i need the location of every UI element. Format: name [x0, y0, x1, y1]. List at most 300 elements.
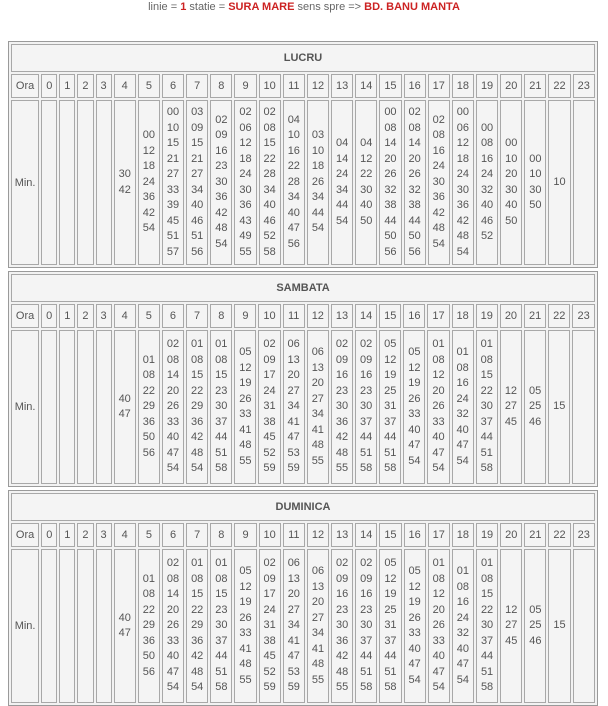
departure-minute: 50	[360, 214, 373, 227]
departure-minute: 02	[166, 338, 180, 351]
departure-minute: 28	[287, 175, 300, 188]
departure-minute: 01	[215, 557, 228, 570]
departure-minute: 37	[480, 415, 493, 428]
departure-minute: 33	[166, 183, 180, 196]
hour-row-label: Ora	[11, 304, 39, 328]
departure-minute: 47	[287, 431, 300, 444]
departure-minute: 00	[142, 129, 155, 142]
departure-minute: 55	[239, 673, 252, 686]
minutes-cell	[114, 330, 136, 484]
hour-cell: 6	[162, 74, 184, 98]
minutes-cell	[162, 330, 184, 484]
departure-minute: 47	[287, 650, 300, 663]
hour-cell: 10	[258, 304, 280, 328]
hour-cell: 1	[59, 304, 75, 328]
departure-minute: 27	[311, 392, 324, 405]
departure-minute: 47	[456, 658, 470, 670]
departure-minute: 55	[311, 673, 325, 686]
minutes-cell	[186, 100, 208, 265]
hour-cell: 14	[355, 74, 377, 98]
departure-minute: 50	[142, 650, 155, 663]
departure-minute: 36	[190, 415, 204, 428]
hour-cell: 11	[283, 74, 305, 98]
station-name: SURA MARE	[228, 1, 295, 13]
hour-row-label: Ora	[11, 523, 39, 547]
departure-minute: 00	[480, 121, 494, 134]
departure-minute: 22	[191, 603, 204, 616]
hour-cell: 7	[186, 523, 208, 547]
minutes-row-label: Min.	[11, 549, 39, 703]
departure-minute: 26	[384, 168, 397, 180]
hour-cell: 9	[234, 523, 256, 547]
departure-minute: 29	[142, 619, 155, 632]
departure-minute: 47	[118, 627, 131, 639]
departure-minute: 00	[505, 137, 518, 149]
minutes-cell	[307, 330, 329, 484]
departure-minute: 54	[408, 673, 421, 686]
departure-minute: 01	[432, 338, 445, 351]
hour-cell: 12	[307, 523, 329, 547]
departure-minute: 08	[408, 121, 421, 134]
departure-minute: 20	[384, 152, 397, 165]
departure-minute: 12	[239, 137, 252, 149]
minutes-cell	[77, 549, 93, 703]
departure-minute: 19	[239, 377, 252, 389]
departure-minute: 10	[166, 121, 180, 134]
departure-minute: 54	[311, 222, 325, 235]
departure-minute: 30	[335, 400, 349, 413]
minutes-cell	[258, 330, 280, 484]
departure-minute: 42	[191, 650, 204, 663]
departure-minute: 54	[432, 462, 445, 475]
departure-minute: 40	[118, 611, 131, 624]
hour-cell: 17	[428, 523, 450, 547]
minutes-cell	[41, 100, 57, 265]
minutes-cell	[96, 549, 112, 703]
minutes-cell	[476, 330, 498, 484]
header-direction-label: sens spre =>	[294, 1, 365, 13]
hour-cell: 22	[548, 523, 570, 547]
departure-minute: 20	[505, 168, 518, 180]
departure-minute: 32	[456, 408, 469, 420]
departure-minute: 04	[287, 113, 300, 126]
departure-minute: 37	[360, 634, 373, 647]
departure-minute: 44	[384, 214, 397, 227]
departure-minute: 41	[311, 642, 325, 655]
departure-minute: 08	[432, 129, 445, 142]
departure-minute: 09	[263, 353, 276, 366]
hour-cell: 21	[524, 523, 546, 547]
departure-minute: 36	[191, 634, 204, 647]
departure-minute: 54	[456, 454, 469, 467]
departure-minute: 54	[456, 673, 470, 686]
hour-cell: 15	[379, 304, 401, 328]
departure-minute: 16	[360, 588, 373, 601]
departure-minute: 08	[142, 588, 155, 601]
departure-minute: 16	[456, 596, 470, 608]
departure-minute: 30	[529, 183, 542, 196]
departure-minute: 02	[239, 106, 252, 118]
departure-minute: 32	[480, 183, 494, 196]
departure-minute: 10	[505, 152, 518, 165]
departure-minute: 37	[359, 415, 373, 428]
hour-cell: 13	[331, 74, 353, 98]
minutes-cell	[428, 549, 450, 703]
hour-cell: 10	[259, 523, 281, 547]
departure-minute: 44	[215, 431, 228, 444]
hour-cell: 13	[331, 523, 353, 547]
departure-minute: 51	[359, 446, 373, 459]
departure-minute: 02	[263, 106, 276, 118]
departure-minute: 40	[191, 199, 204, 211]
minutes-cell	[548, 100, 570, 265]
departure-minute: 59	[263, 462, 276, 475]
departure-minute: 58	[359, 462, 373, 475]
departure-minute: 25	[529, 619, 542, 632]
hour-cell: 3	[96, 74, 112, 98]
departure-minute: 02	[432, 113, 445, 126]
departure-minute: 48	[311, 439, 324, 451]
departure-minute: 17	[263, 588, 276, 601]
departure-minute: 08	[456, 361, 469, 374]
minutes-cell	[355, 330, 377, 484]
departure-minute: 25	[384, 603, 397, 616]
minutes-cell	[452, 549, 474, 703]
departure-minute: 15	[215, 588, 228, 601]
departure-minute: 18	[311, 160, 325, 173]
departure-minute: 19	[239, 596, 252, 608]
departure-minute: 26	[311, 175, 325, 188]
hour-cell: 5	[138, 74, 160, 98]
departure-minute: 44	[359, 431, 373, 444]
minutes-cell	[41, 549, 57, 703]
departure-minute: 12	[384, 572, 397, 585]
hour-cell: 2	[77, 304, 93, 328]
departure-minute: 58	[263, 245, 276, 258]
minutes-cell	[307, 549, 329, 703]
hour-cell: 17	[428, 74, 450, 98]
minutes-cell	[234, 549, 256, 703]
minutes-cell	[283, 330, 305, 484]
departure-minute: 46	[529, 634, 542, 647]
departure-minute: 23	[336, 603, 349, 616]
departure-minute: 51	[384, 665, 397, 678]
departure-minute: 45	[166, 214, 180, 227]
hour-cell: 19	[476, 74, 498, 98]
departure-minute: 16	[480, 152, 494, 165]
departure-minute: 19	[384, 369, 397, 382]
departure-minute: 54	[166, 462, 180, 475]
departure-minute: 15	[553, 400, 566, 413]
departure-minute: 54	[215, 237, 228, 250]
minutes-cell	[524, 330, 546, 484]
departure-minute: 01	[190, 338, 204, 351]
route-header	[0, 0, 608, 15]
departure-minute: 09	[263, 572, 276, 585]
departure-minute: 12	[142, 144, 155, 157]
hour-cell: 23	[573, 523, 595, 547]
departure-minute: 09	[336, 572, 349, 585]
departure-minute: 55	[311, 454, 324, 467]
hour-cell: 2	[77, 74, 93, 98]
departure-minute: 03	[191, 106, 204, 118]
hour-cell: 11	[283, 304, 305, 328]
departure-minute: 27	[287, 603, 300, 616]
departure-minute: 41	[239, 642, 252, 655]
departure-minute: 33	[166, 634, 180, 647]
minutes-cell	[114, 549, 136, 703]
departure-minute: 47	[456, 439, 469, 451]
departure-minute: 05	[239, 565, 252, 577]
departure-minute: 47	[118, 408, 131, 420]
minutes-cell	[59, 330, 75, 484]
departure-minute: 16	[432, 144, 445, 157]
minutes-cell	[96, 100, 112, 265]
schedule-table-sambata	[8, 271, 598, 487]
schedule-title: LUCRU	[11, 44, 595, 72]
hour-cell: 12	[307, 304, 329, 328]
minutes-cell	[427, 330, 449, 484]
departure-minute: 32	[384, 183, 397, 196]
departure-minute: 16	[336, 588, 349, 601]
departure-minute: 50	[529, 199, 542, 211]
departure-minute: 18	[142, 160, 155, 173]
minutes-cell	[210, 100, 232, 265]
departure-minute: 33	[432, 415, 445, 428]
departure-minute: 50	[505, 214, 518, 227]
departure-minute: 25	[528, 400, 542, 413]
departure-minute: 34	[311, 191, 325, 204]
departure-minute: 31	[384, 400, 397, 413]
departure-minute: 57	[166, 245, 180, 258]
minutes-cell	[476, 549, 498, 703]
departure-minute: 45	[504, 415, 518, 428]
hour-cell: 17	[427, 304, 449, 328]
departure-minute: 38	[263, 415, 276, 428]
minutes-cell	[234, 100, 256, 265]
minutes-row-label: Min.	[11, 330, 39, 484]
minutes-cell	[162, 100, 184, 265]
departure-minute: 08	[384, 121, 397, 134]
departure-minute: 08	[166, 353, 180, 366]
departure-minute: 14	[166, 588, 180, 601]
departure-minute: 26	[408, 392, 421, 405]
departure-minute: 39	[166, 199, 180, 211]
departure-minute: 08	[480, 572, 494, 585]
departure-minute: 12	[360, 152, 373, 165]
departure-minute: 23	[360, 603, 373, 616]
departure-minute: 12	[432, 588, 445, 601]
hour-cell: 2	[77, 523, 93, 547]
hour-cell: 12	[307, 74, 329, 98]
departure-minute: 30	[480, 619, 494, 632]
departure-minute: 00	[456, 106, 470, 118]
departure-minute: 19	[384, 588, 397, 601]
minutes-cell	[234, 330, 256, 484]
departure-minute: 58	[215, 462, 228, 475]
departure-minute: 45	[263, 650, 276, 663]
departure-minute: 12	[239, 361, 252, 374]
hour-cell: 9	[234, 304, 256, 328]
departure-minute: 37	[215, 634, 228, 647]
departure-minute: 45	[263, 431, 276, 444]
departure-minute: 54	[142, 222, 155, 235]
departure-minute: 40	[263, 199, 276, 211]
departure-minute: 47	[432, 665, 445, 678]
hour-cell: 22	[548, 304, 570, 328]
departure-minute: 40	[118, 392, 131, 405]
departure-minute: 20	[408, 152, 421, 165]
departure-minute: 24	[480, 168, 494, 180]
departure-minute: 19	[408, 377, 421, 389]
departure-minute: 12	[432, 369, 445, 382]
hour-cell: 1	[59, 523, 75, 547]
departure-minute: 52	[263, 230, 276, 242]
departure-minute: 26	[432, 400, 445, 413]
minutes-cell	[186, 549, 208, 703]
departure-minute: 44	[384, 431, 397, 444]
departure-minute: 01	[191, 557, 204, 570]
departure-minute: 20	[287, 588, 300, 601]
departure-minute: 56	[142, 446, 155, 459]
departure-minute: 30	[360, 183, 373, 196]
departure-minute: 34	[287, 400, 300, 413]
hour-cell: 3	[96, 523, 112, 547]
departure-minute: 27	[191, 168, 204, 180]
departure-minute: 58	[480, 681, 494, 694]
hour-row-label: Ora	[11, 74, 39, 98]
departure-minute: 48	[215, 222, 228, 235]
departure-minute: 37	[384, 415, 397, 428]
departure-minute: 27	[287, 384, 300, 397]
departure-minute: 36	[336, 634, 349, 647]
departure-minute: 08	[480, 353, 493, 366]
departure-minute: 41	[239, 423, 252, 436]
departure-minute: 32	[408, 183, 421, 196]
departure-minute: 41	[287, 634, 300, 647]
departure-minute: 47	[408, 439, 421, 451]
hour-cell: 19	[476, 523, 498, 547]
hour-cell: 8	[210, 523, 232, 547]
hour-cell: 20	[500, 74, 522, 98]
minutes-cell	[404, 549, 426, 703]
departure-minute: 42	[190, 431, 204, 444]
departure-minute: 33	[408, 627, 421, 639]
hour-cell: 20	[500, 523, 522, 547]
departure-minute: 42	[456, 214, 470, 227]
minutes-cell	[548, 330, 570, 484]
departure-minute: 48	[311, 658, 325, 670]
departure-minute: 02	[166, 557, 180, 570]
departure-minute: 56	[408, 245, 421, 258]
departure-minute: 41	[311, 423, 324, 436]
departure-minute: 40	[480, 199, 494, 211]
departure-minute: 38	[384, 199, 397, 211]
departure-minute: 09	[191, 121, 204, 134]
departure-minute: 26	[239, 392, 252, 405]
departure-minute: 22	[263, 152, 276, 165]
departure-minute: 23	[215, 160, 228, 173]
minutes-cell	[59, 549, 75, 703]
departure-minute: 42	[142, 206, 155, 219]
departure-minute: 09	[359, 353, 373, 366]
minutes-cell	[138, 549, 160, 703]
departure-minute: 12	[505, 603, 518, 616]
departure-minute: 02	[263, 338, 276, 351]
departure-minute: 43	[239, 214, 252, 227]
departure-minute: 16	[456, 377, 469, 389]
departure-minute: 20	[432, 603, 445, 616]
departure-minute: 24	[263, 603, 276, 616]
departure-minute: 12	[408, 580, 421, 593]
departure-minute: 51	[480, 665, 494, 678]
departure-minute: 10	[311, 144, 325, 157]
departure-minute: 02	[359, 338, 373, 351]
departure-minute: 02	[408, 106, 421, 118]
departure-minute: 08	[456, 580, 470, 593]
departure-minute: 58	[480, 462, 493, 475]
departure-minute: 59	[287, 681, 300, 694]
hour-cell: 0	[41, 74, 57, 98]
hour-cell: 21	[524, 74, 546, 98]
minutes-cell	[572, 330, 595, 484]
departure-minute: 15	[215, 369, 228, 382]
departure-minute: 26	[408, 611, 421, 624]
departure-minute: 30	[360, 619, 373, 632]
departure-minute: 44	[360, 650, 373, 663]
departure-minute: 51	[215, 446, 228, 459]
departure-minute: 40	[360, 199, 373, 211]
departure-minute: 40	[166, 650, 180, 663]
minutes-cell	[452, 100, 474, 265]
hour-cell: 6	[162, 523, 184, 547]
departure-minute: 02	[335, 338, 349, 351]
departure-minute: 40	[432, 650, 445, 663]
departure-minute: 31	[263, 400, 276, 413]
departure-minute: 30	[336, 619, 349, 632]
hour-cell: 4	[114, 74, 136, 98]
hour-cell: 8	[210, 304, 232, 328]
departure-minute: 48	[190, 446, 204, 459]
departure-minute: 36	[142, 634, 155, 647]
departure-minute: 30	[215, 175, 228, 188]
departure-minute: 06	[311, 565, 325, 577]
departure-minute: 36	[335, 415, 349, 428]
hour-cell: 19	[476, 304, 498, 328]
minutes-cell	[500, 100, 522, 265]
departure-minute: 15	[191, 588, 204, 601]
hour-cell: 23	[572, 304, 595, 328]
minutes-cell	[210, 549, 232, 703]
departure-minute: 42	[215, 206, 228, 219]
departure-minute: 00	[384, 106, 397, 118]
departure-minute: 30	[118, 168, 131, 180]
departure-minute: 50	[408, 230, 421, 242]
departure-minute: 54	[408, 454, 421, 467]
departure-minute: 22	[190, 384, 204, 397]
departure-minute: 08	[263, 121, 276, 134]
departure-minute: 15	[553, 619, 566, 632]
departure-minute: 34	[311, 408, 324, 420]
departure-minute: 08	[190, 353, 204, 366]
departure-minute: 54	[432, 237, 445, 250]
departure-minute: 44	[384, 650, 397, 663]
departure-minute: 36	[456, 199, 470, 211]
departure-minute: 59	[263, 681, 276, 694]
departure-minute: 06	[239, 121, 252, 134]
departure-minute: 01	[142, 353, 155, 366]
departure-minute: 56	[191, 245, 204, 258]
